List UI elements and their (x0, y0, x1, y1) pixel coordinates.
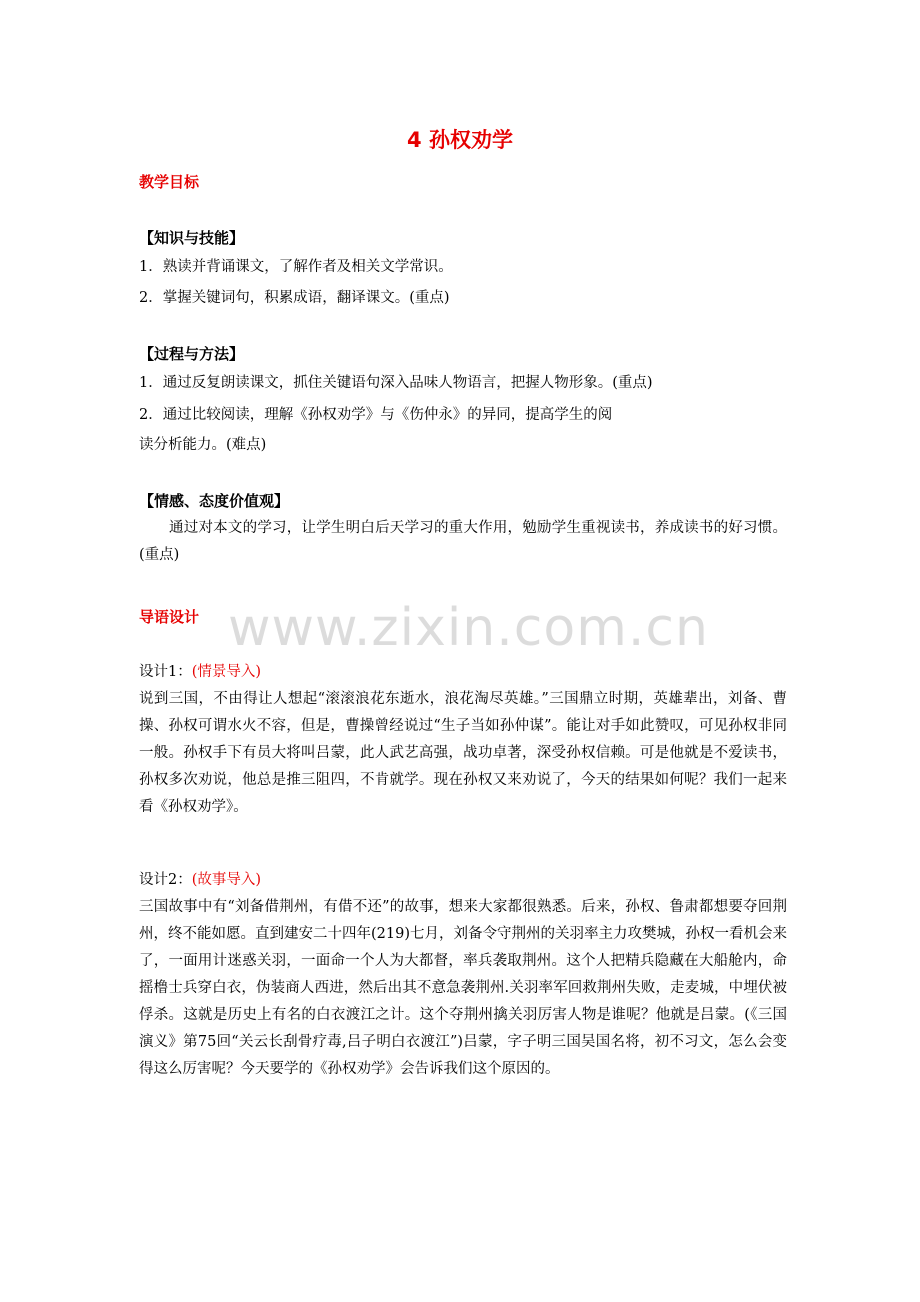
design1-text: 说到三国，不由得让人想起“滚滚浪花东逝水，浪花淘尽英雄。”三国鼎立时期，英雄辈出，刘备、曹操、孙权可谓水火不容，但是，曹操曾经说过“生子当如孙仲谋”。能让对手如此赞叹，可见孙权非同一般。孙权手下有员大将叫吕蒙，此人武艺高强，战功卓著，深受孙权信赖。可是他就是不爱读书，孙权多次劝说，他总是推三阻四，不肯就学。现在孙权又来劝说了，今天的结果如何呢？我们一起来看《孙权劝学》。 (139, 691, 787, 815)
design2-text: 三国故事中有“刘备借荆州，有借不还”的故事，想来大家都很熟悉。后来，孙权、鲁肃都想要夺回荆州，终不能如愿。直到建安二十四年(219)七月，刘备令守荆州的关羽率主力攻樊城，孙权一看机会来了，一面用计迷惑关羽，一面命一个人为大都督，率兵袭取荆州。这个人把精兵隐藏在大船舱内，命摇橹士兵穿白衣，伪装商人西进，然后出其不意急袭荆州.关羽率军回救荆州失败，走麦城，中埋伏被俘杀。这就是历史上有名的白衣渡江之计。这个夺荆州擒关羽厉害人物是谁呢？他就是吕蒙。(《三国演义》第75回“关云长刮骨疗毒,吕子明白衣渡江”)吕蒙，字子明三国吴国名将，初不习文，怎么会变得这么厉害呢？今天要学的《孙权劝学》会告诉我们这个原因的。 (139, 899, 787, 1077)
design1-tag: (情景导入) (191, 664, 262, 680)
objectives-heading: 教学目标 (139, 173, 200, 191)
process-item-2-cont: 读分析能力。(难点) (139, 437, 267, 453)
design1-label: 设计1： (139, 664, 192, 680)
watermark: www.zixin.com.cn (228, 598, 709, 658)
design2-tag: (故事导入) (191, 872, 262, 888)
emotion-text: 通过对本文的学习，让学生明白后天学习的重大作用，勉励学生重视读书，养成读书的好习惯。(重点) (139, 520, 787, 563)
emotion-heading: 【情感、态度价值观】 (139, 492, 290, 510)
knowledge-item-2: 2．掌握关键词句，积累成语，翻译课文。(重点) (139, 290, 450, 306)
process-item-1: 1．通过反复朗读课文，抓住关键语句深入品味人物语言，把握人物形象。(重点) (139, 375, 653, 391)
process-heading: 【过程与方法】 (139, 345, 245, 363)
design2-label-line (139, 867, 789, 893)
intro-heading: 导语设计 (139, 608, 200, 626)
knowledge-item-1: 1．熟读并背诵课文，了解作者及相关文学常识。 (139, 259, 453, 275)
process-item-2: 2．通过比较阅读，理解《孙权劝学》与《伤仲永》的异同，提高学生的阅 (139, 407, 613, 423)
knowledge-heading: 【知识与技能】 (139, 229, 245, 247)
design2-label: 设计2： (139, 872, 192, 888)
page-title: 4 孙权劝学 (407, 128, 513, 152)
design1-label-line (139, 659, 789, 685)
